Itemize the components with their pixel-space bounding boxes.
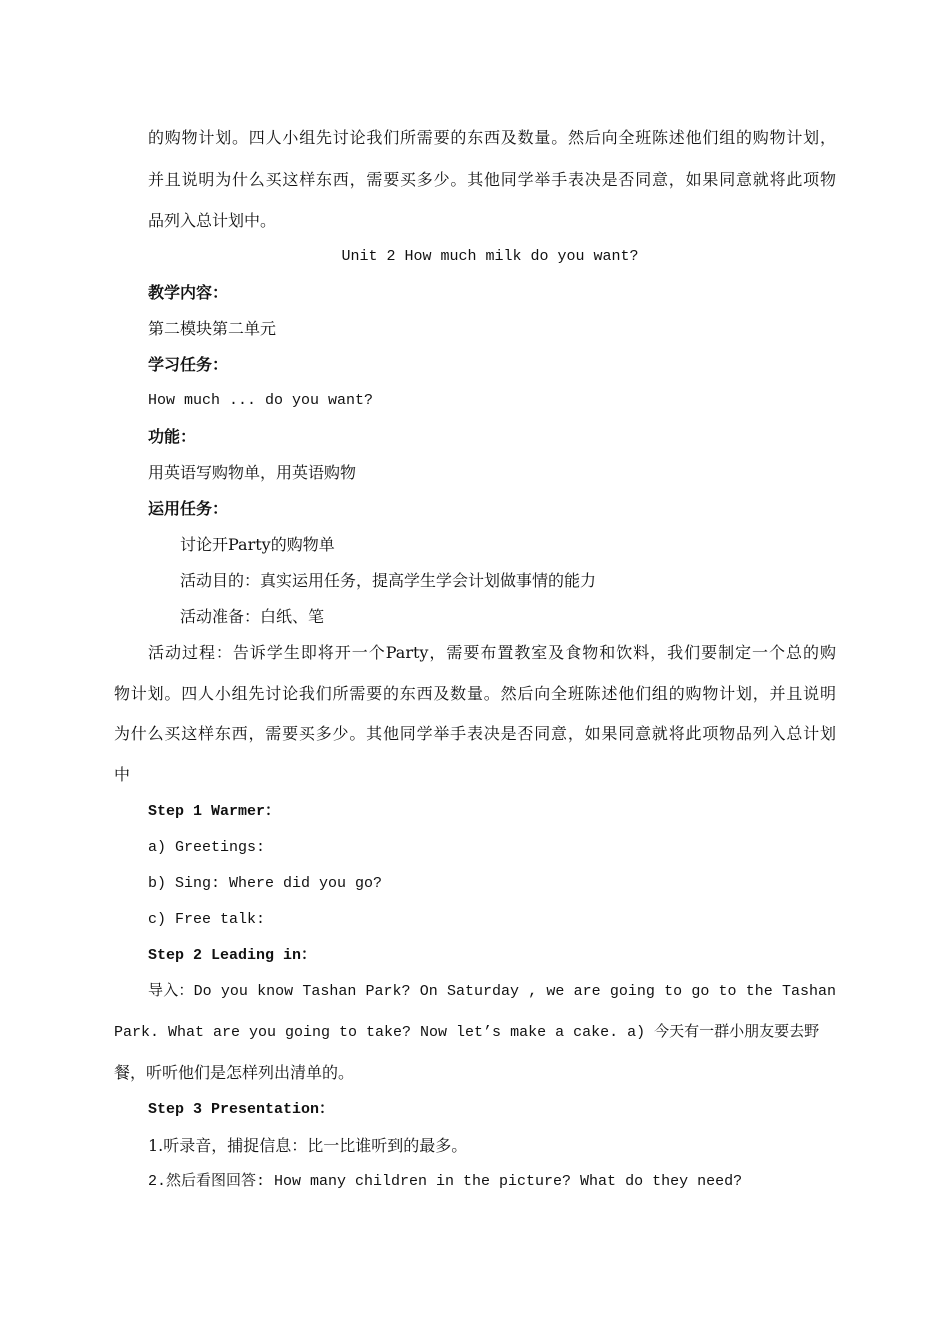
step1-heading: Step 1 Warmer： [148, 803, 281, 820]
task-heading: 学习任务： [148, 355, 229, 374]
step2-line-3: 餐，听听他们是怎样列出清单的。 [114, 1063, 355, 1082]
process-line-4: 中 [114, 765, 131, 784]
function-heading: 功能： [148, 427, 197, 446]
step1-item-a: a) Greetings: [148, 839, 266, 856]
step2-line-1: 导入：Do you know Tashan Park? On Saturday , we are going to go to the Tashan [148, 983, 836, 1000]
step3-item-2: 2.然后看图回答: How many children in the picture? What do they need? [148, 1173, 743, 1190]
intro-line-2: 并且说明为什么买这样东西，需要买多少。其他同学举手表决是否同意，如果同意就将此项物 [148, 170, 836, 189]
process-line-3: 为什么买这样东西，需要买多少。其他同学举手表决是否同意，如果同意就将此项物品列入总计划 [114, 724, 836, 743]
step1-item-b: b) Sing: Where did you go? [148, 875, 383, 892]
apply-item-2: 活动目的：真实运用任务，提高学生学会计划做事情的能力 [180, 571, 597, 590]
step1-item-c: c) Free talk: [148, 911, 266, 928]
function-text: 用英语写购物单，用英语购物 [148, 463, 357, 482]
intro-line-1: 的购物计划。四人小组先讨论我们所需要的东西及数量。然后向全班陈述他们组的购物计划， [148, 128, 836, 147]
content-heading: 教学内容： [148, 283, 229, 302]
apply-heading: 运用任务： [148, 499, 229, 518]
apply-item-3: 活动准备：白纸、笔 [180, 607, 325, 626]
task-text: How much ... do you want? [148, 392, 374, 409]
step3-heading: Step 3 Presentation： [148, 1101, 335, 1118]
apply-item-1: 讨论开Party的购物单 [180, 535, 335, 554]
intro-line-3: 品列入总计划中。 [148, 211, 277, 230]
step2-line-2: Park. What are you going to take? Now let’s make a cake. a) 今天有一群小朋友要去野 [114, 1024, 820, 1041]
process-line-2: 物计划。四人小组先讨论我们所需要的东西及数量。然后向全班陈述他们组的购物计划，并且说明 [114, 684, 836, 703]
unit-title: Unit 2 How much milk do you want? [341, 248, 639, 265]
process-line-1: 活动过程：告诉学生即将开一个Party，需要布置教室及食物和饮料，我们要制定一个总的购 [148, 643, 836, 662]
content-text: 第二模块第二单元 [148, 319, 277, 338]
step3-item-1: 1.听录音，捕捉信息：比一比谁听到的最多。 [148, 1136, 468, 1155]
step2-heading: Step 2 Leading in： [148, 947, 317, 964]
